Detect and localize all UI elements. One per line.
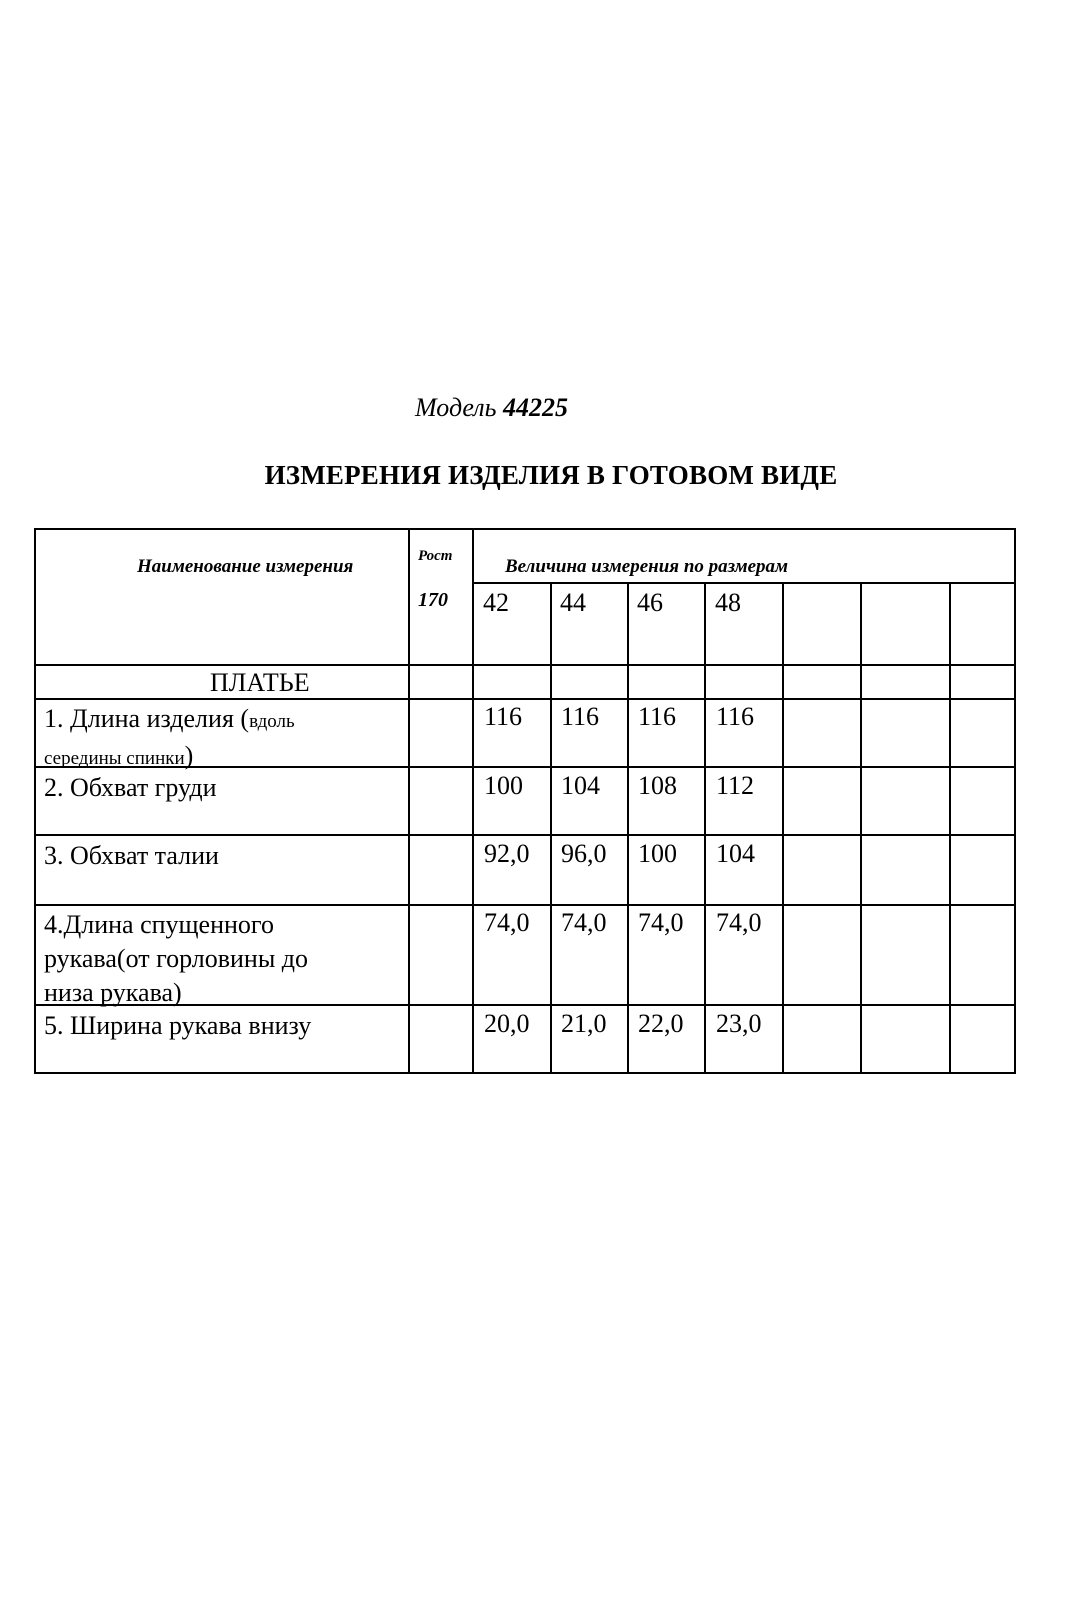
table-cell: 104 [561, 771, 600, 800]
size-header: 46 [637, 588, 663, 617]
table-cell: 116 [561, 702, 600, 731]
table-cell: 116 [638, 702, 677, 731]
table-cell: 112 [716, 771, 755, 800]
model-number: 44225 [502, 393, 568, 422]
row-label: 1. Длина изделия (вдоль середины спинки) [44, 704, 295, 770]
table-cell: 96,0 [561, 839, 607, 868]
row-label: 4.Длина спущенного рукава(от горловины до низа рукава) [44, 910, 309, 1007]
table-cell: 74,0 [716, 908, 762, 937]
section-title: ПЛАТЬЕ [210, 668, 310, 697]
table-cell: 108 [638, 771, 677, 800]
size-header: 48 [715, 588, 741, 617]
header-size-values: Величина измерения по размерам [505, 556, 789, 577]
measurements-table [34, 528, 1016, 1074]
table-cell: 74,0 [561, 908, 607, 937]
row-label: 2. Обхват груди [44, 773, 217, 802]
table-cell: 100 [484, 771, 523, 800]
table-cell: 104 [716, 839, 755, 868]
height-value: 170 [418, 589, 448, 611]
size-header: 42 [483, 588, 509, 617]
model-line [0, 393, 983, 423]
row-label: 5. Ширина рукава внизу [44, 1011, 312, 1040]
table-cell: 116 [716, 702, 755, 731]
table-cell: 20,0 [484, 1009, 530, 1038]
document-title: ИЗМЕРЕНИЯ ИЗДЕЛИЯ В ГОТОВОМ ВИДЕ [264, 460, 838, 490]
header-measurement-name: Наименование измерения [137, 556, 354, 577]
row-label: 3. Обхват талии [44, 841, 219, 870]
table-cell: 21,0 [561, 1009, 607, 1038]
table-cell: 116 [484, 702, 523, 731]
table-cell: 22,0 [638, 1009, 684, 1038]
header-height: Рост [418, 548, 453, 564]
table-cell: 92,0 [484, 839, 530, 868]
table-cell: 23,0 [716, 1009, 762, 1038]
size-header: 44 [560, 588, 586, 617]
table-cell: 100 [638, 839, 677, 868]
table-cell: 74,0 [638, 908, 684, 937]
table-cell: 74,0 [484, 908, 530, 937]
model-label: Модель [415, 393, 497, 422]
